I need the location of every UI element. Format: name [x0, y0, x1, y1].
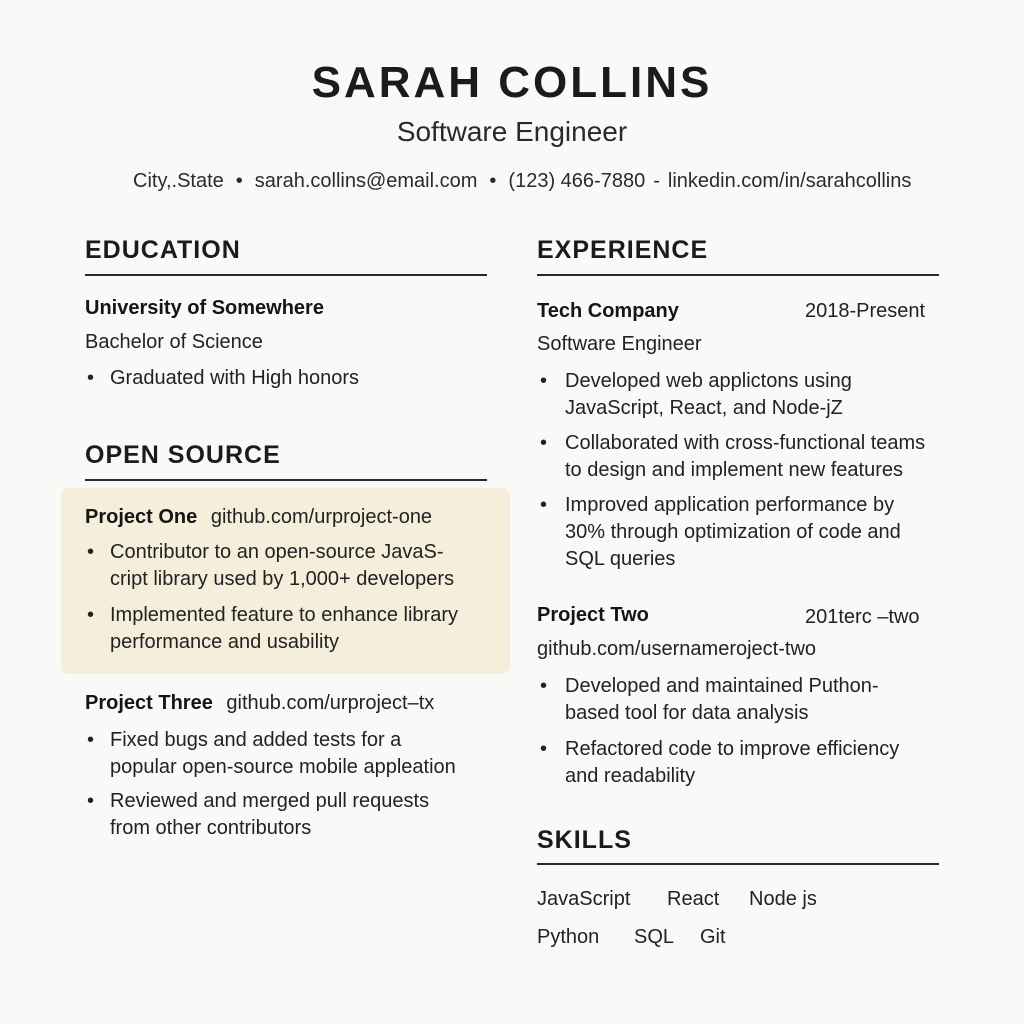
bullet-marker: • — [540, 494, 548, 516]
contact-linkedin[interactable]: linkedin.com/in/sarahcollins — [667, 170, 912, 192]
project-one-name: Project One — [85, 506, 198, 528]
job-role: Software Engineer — [537, 333, 702, 355]
section-divider — [85, 479, 487, 481]
bullet-marker: • — [540, 432, 548, 454]
section-divider — [537, 274, 939, 276]
job-bullet-line: SQL queries — [565, 548, 676, 570]
education-bullet: Graduated with High honors — [110, 367, 360, 389]
bullet-marker: • — [540, 370, 548, 392]
job-bullet-line: 30% through optimization of code and — [565, 521, 901, 543]
candidate-title: Software Engineer — [396, 116, 628, 147]
job-bullet-line: Developed and maintained Puthon- — [565, 675, 879, 697]
project-one-header — [85, 506, 432, 529]
skill-item: Git — [700, 926, 726, 948]
section-divider — [537, 863, 939, 865]
contact-separator: - — [653, 170, 660, 192]
job-company: Tech Company — [537, 300, 679, 322]
education-heading: EDUCATION — [85, 236, 241, 264]
project-one-link[interactable]: github.com/urproject-one — [210, 506, 433, 528]
job-bullet-line: JavaScript, React, and Node-jZ — [565, 397, 843, 419]
project-three-bullet-line: from other contributors — [110, 817, 312, 839]
left-column — [85, 0, 487, 1024]
job-bullet-line: Developed web applictons using — [565, 370, 852, 392]
bullet-marker: • — [87, 790, 95, 812]
project-one-bullet-line: Implemented feature to enhance library — [110, 604, 458, 626]
right-column — [537, 0, 939, 1024]
bullet-marker: • — [540, 738, 548, 760]
skill-item: Python — [537, 926, 600, 948]
project-three-bullet-line: popular open-source mobile appleation — [110, 756, 456, 778]
experience-heading: EXPERIENCE — [537, 236, 709, 264]
skill-item: Node js — [749, 888, 817, 910]
project-one-bullet-line: performance and usability — [110, 631, 340, 653]
skill-item: JavaScript — [537, 888, 631, 910]
bullet-marker: • — [87, 367, 95, 389]
contact-location: City,.State — [133, 170, 224, 192]
section-divider — [85, 274, 487, 276]
job-company: Project Two — [537, 604, 649, 626]
job-dates: 2018-Present — [805, 300, 926, 322]
skills-heading: SKILLS — [537, 826, 632, 854]
project-three-bullet-line: Fixed bugs and added tests for a — [110, 729, 402, 751]
project-three-link[interactable]: github.com/urproject–tx — [226, 692, 435, 714]
job-bullet-line: Collaborated with cross-functional teams — [565, 432, 926, 454]
bullet-marker: • — [540, 675, 548, 697]
job-bullet-line: and readability — [565, 765, 696, 787]
skill-item: SQL — [634, 926, 675, 948]
education-school: University of Somewhere — [85, 297, 324, 319]
open-source-heading: OPEN SOURCE — [85, 441, 281, 469]
job-bullet-line: to design and implement new features — [565, 459, 903, 481]
project-three-name: Project Three — [85, 692, 213, 714]
skill-item: React — [667, 888, 720, 910]
job-bullet-line: Improved application performance by — [565, 494, 895, 516]
job-bullet-line: Refactored code to improve efficiency — [565, 738, 900, 760]
project-one-bullet-line: cript library used by 1,000+ developers — [110, 568, 455, 590]
bullet-marker: • — [87, 541, 95, 563]
bullet-marker: • — [87, 729, 95, 751]
candidate-name: SARAH COLLINS — [311, 58, 713, 107]
project-three-bullet-line: Reviewed and merged pull requests — [110, 790, 430, 812]
contact-phone: (123) 466-7880 — [508, 170, 646, 192]
bullet-marker: • — [87, 604, 95, 626]
project-three-header — [85, 692, 434, 715]
contact-email[interactable]: sarah.collins@email.com — [254, 170, 478, 192]
project-one-bullet-line: Contributor to an open-source JavaS- — [110, 541, 444, 563]
education-degree: Bachelor of Science — [85, 331, 263, 353]
job-bullet-line: based tool for data analysis — [565, 702, 809, 724]
contact-separator: • — [489, 170, 497, 192]
contact-separator: • — [235, 170, 243, 192]
job-role[interactable]: github.com/usernameroject-two — [537, 638, 817, 660]
job-dates: 201terc –two — [805, 606, 920, 628]
